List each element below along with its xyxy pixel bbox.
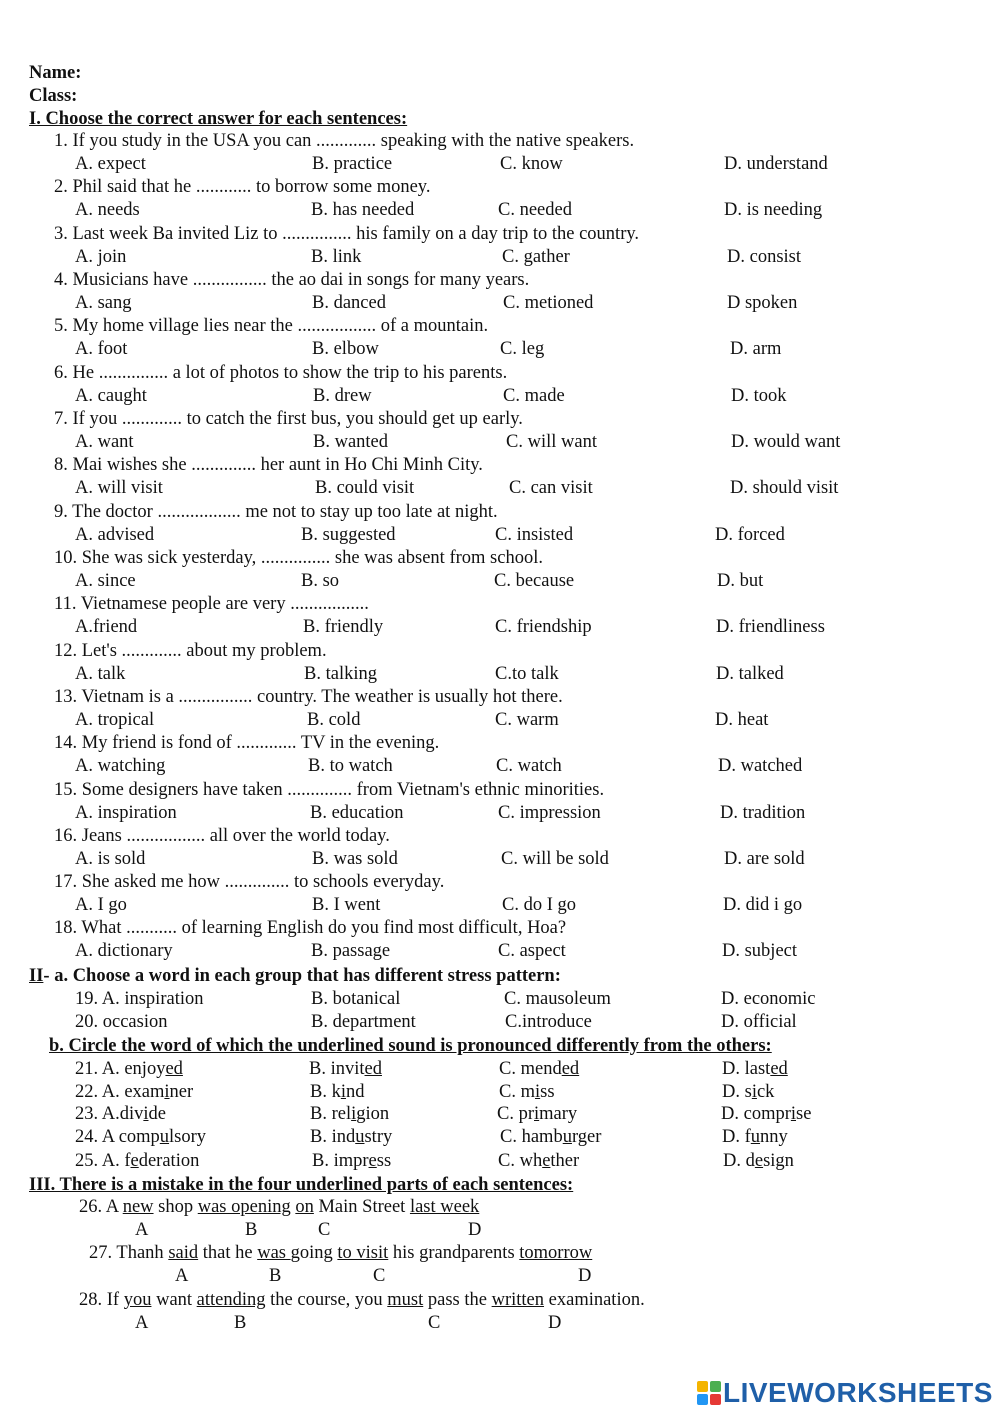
- underlined-sound: i: [534, 1082, 541, 1102]
- word-part: mary: [539, 1104, 578, 1124]
- underlined-sound: i: [340, 1082, 346, 1102]
- word-part: B. rel: [310, 1104, 352, 1124]
- word-part: 22. A. exam: [75, 1082, 165, 1102]
- word-part: nd: [345, 1082, 365, 1102]
- s27-letter-c: C: [373, 1266, 386, 1286]
- question-7-option-c[interactable]: C. will want: [506, 432, 597, 452]
- s27-text: going: [290, 1243, 338, 1263]
- word-part: 23. A.div: [75, 1104, 144, 1124]
- question-16: 16. Jeans ................. all over the world today.: [54, 826, 390, 846]
- item-24-option-b[interactable]: [310, 1126, 392, 1148]
- s27-text: that he: [198, 1243, 258, 1263]
- question-1-option-b[interactable]: B. practice: [312, 154, 393, 174]
- item-19-option-c[interactable]: C. mausoleum: [504, 989, 611, 1009]
- question-8-option-b[interactable]: B. could visit: [315, 478, 415, 498]
- s27-part-b[interactable]: was: [257, 1243, 291, 1263]
- underlined-sound: u: [562, 1127, 572, 1147]
- question-14-option-d[interactable]: D. watched: [718, 756, 803, 776]
- question-15-option-d[interactable]: D. tradition: [720, 803, 806, 823]
- question-7-option-a[interactable]: A. want: [75, 432, 134, 452]
- s28-part-a[interactable]: you: [123, 1290, 152, 1310]
- word-part: B. impr: [312, 1151, 369, 1171]
- section-2a-title: [29, 965, 561, 987]
- underlined-sound: i: [534, 1104, 540, 1124]
- question-16-option-b[interactable]: B. was sold: [312, 849, 398, 869]
- question-9: 9. The doctor .................. me not to stay up too late at night.: [54, 502, 498, 522]
- item-21-option-c[interactable]: [499, 1058, 579, 1080]
- s28-text: want: [151, 1290, 197, 1310]
- s26-part-c[interactable]: on: [295, 1197, 314, 1217]
- question-11-option-a[interactable]: A.friend: [75, 617, 138, 637]
- item-19-option-a[interactable]: 19. A. inspiration: [75, 989, 204, 1009]
- sentence-27: [89, 1242, 592, 1264]
- question-9-option-a[interactable]: A. advised: [75, 525, 155, 545]
- underlined-sound: e: [542, 1151, 551, 1171]
- word-part: se: [796, 1104, 812, 1124]
- s28-letter-a: A: [135, 1313, 149, 1333]
- word-part: rger: [571, 1127, 602, 1147]
- word-part: de: [148, 1104, 166, 1124]
- question-13-option-a[interactable]: A. tropical: [75, 710, 155, 730]
- underlined-sound: u: [355, 1127, 365, 1147]
- question-15-option-c[interactable]: C. impression: [498, 803, 601, 823]
- section-1-title: I. Choose the correct answer for each sentences:: [29, 109, 408, 129]
- s28-text: examination.: [544, 1290, 645, 1310]
- question-15: 15. Some designers have taken .............. from Vietnam's ethnic minorities.: [54, 780, 605, 800]
- question-11-option-c[interactable]: C. friendship: [495, 617, 592, 637]
- sentence-26: [79, 1196, 479, 1218]
- s28-text: the course, you: [265, 1290, 388, 1310]
- s28-part-d[interactable]: written: [491, 1290, 545, 1310]
- underlined-sound: i: [751, 1082, 757, 1102]
- question-8-option-d[interactable]: D. should visit: [730, 478, 839, 498]
- s26-part-b[interactable]: was opening: [197, 1197, 291, 1217]
- word-part: ck: [756, 1082, 775, 1102]
- question-15-option-a[interactable]: A. inspiration: [75, 803, 177, 823]
- question-7-option-b[interactable]: B. wanted: [313, 432, 389, 452]
- question-18: 18. What ........... of learning English do you find most difficult, Hoa?: [54, 918, 567, 938]
- question-13-option-b[interactable]: B. cold: [307, 710, 361, 730]
- section-2a-roman: II: [29, 966, 44, 986]
- question-10-option-c[interactable]: C. because: [494, 571, 575, 591]
- question-5-option-b[interactable]: B. elbow: [312, 339, 379, 359]
- item-25-option-c[interactable]: [498, 1150, 579, 1172]
- question-16-option-c[interactable]: C. will be sold: [501, 849, 609, 869]
- question-6-option-a[interactable]: A. caught: [75, 386, 147, 406]
- question-10: 10. She was sick yesterday, ............... she was absent from school.: [54, 548, 543, 568]
- word-part: stry: [364, 1127, 393, 1147]
- question-3-option-b[interactable]: B. link: [311, 247, 362, 267]
- name-label: Name:: [29, 63, 82, 83]
- question-2-option-a[interactable]: A. needs: [75, 200, 140, 220]
- underlined-sound: e: [130, 1151, 139, 1171]
- underlined-sound: u: [159, 1127, 170, 1147]
- question-6-option-c[interactable]: C. made: [503, 386, 565, 406]
- question-4-option-c[interactable]: C. metioned: [503, 293, 594, 313]
- word-part: ss: [376, 1151, 392, 1171]
- question-14: 14. My friend is fond of ............. TV in the evening.: [54, 733, 440, 753]
- question-1-option-c[interactable]: C. know: [500, 154, 563, 174]
- underlined-sound: u: [750, 1127, 761, 1147]
- s27-text: his grandparents: [388, 1243, 520, 1263]
- question-18-option-a[interactable]: A. dictionary: [75, 941, 173, 961]
- question-16-option-a[interactable]: A. is sold: [75, 849, 146, 869]
- word-part: 25. A. f: [75, 1151, 131, 1171]
- word-part: sign: [763, 1151, 794, 1171]
- s26-letter-d: D: [468, 1220, 482, 1240]
- word-part: C. pr: [497, 1104, 534, 1124]
- item-21-option-d[interactable]: [722, 1058, 788, 1080]
- item-22-option-c[interactable]: [499, 1081, 555, 1103]
- question-4-option-d[interactable]: D spoken: [727, 293, 798, 313]
- item-21-option-b[interactable]: [309, 1058, 382, 1080]
- s28-part-b[interactable]: attending: [196, 1290, 266, 1310]
- s26-letter-b: B: [245, 1220, 258, 1240]
- liveworksheets-logo-icon: [697, 1381, 721, 1405]
- question-13: 13. Vietnam is a ................ country. The weather is usually hot there.: [54, 687, 563, 707]
- item-20-option-a[interactable]: 20. occasion: [75, 1012, 168, 1032]
- word-part: lsory: [169, 1127, 207, 1147]
- question-15-option-b[interactable]: B. education: [310, 803, 404, 823]
- question-4-option-b[interactable]: B. danced: [312, 293, 386, 313]
- word-part: 21. A. enjoy: [75, 1059, 166, 1079]
- word-part: D. d: [723, 1151, 755, 1171]
- item-23-option-c[interactable]: [497, 1103, 577, 1125]
- word-part: 24. A comp: [75, 1127, 160, 1147]
- underlined-sound: e: [368, 1151, 377, 1171]
- s27-part-c[interactable]: to visit: [337, 1243, 389, 1263]
- question-7: 7. If you ............. to catch the first bus, you should get up early.: [54, 409, 523, 429]
- underlined-sound: i: [790, 1104, 797, 1124]
- word-part: D. s: [722, 1082, 752, 1102]
- s27-letter-b: B: [269, 1266, 282, 1286]
- s28-letter-d: D: [548, 1313, 562, 1333]
- question-9-option-b[interactable]: B. suggested: [301, 525, 396, 545]
- s28-part-c[interactable]: must: [387, 1290, 424, 1310]
- section-2b-title: b. Circle the word of which the underlined sound is pronounced differently from the others:: [49, 1036, 772, 1056]
- question-8-option-c[interactable]: C. can visit: [509, 478, 593, 498]
- question-2: 2. Phil said that he ............ to borrow some money.: [54, 177, 431, 197]
- item-24-option-d[interactable]: [722, 1126, 788, 1148]
- question-10-option-d[interactable]: D. but: [717, 571, 764, 591]
- word-part: B. k: [310, 1082, 341, 1102]
- question-12-option-d[interactable]: D. talked: [716, 664, 784, 684]
- sentence-28: [79, 1289, 645, 1311]
- question-8: 8. Mai wishes she .............. her aunt in Ho Chi Minh City.: [54, 455, 483, 475]
- item-25-option-a[interactable]: [75, 1150, 199, 1172]
- question-17-option-a[interactable]: A. I go: [75, 895, 127, 915]
- underlined-sound: i: [164, 1082, 170, 1102]
- item-23-option-b[interactable]: [310, 1103, 389, 1125]
- s28-letter-b: B: [234, 1313, 247, 1333]
- question-9-option-d[interactable]: D. forced: [715, 525, 785, 545]
- class-label: Class:: [29, 86, 78, 106]
- word-part: gion: [356, 1104, 390, 1124]
- question-3: 3. Last week Ba invited Liz to ............... his family on a day trip to the country.: [54, 224, 640, 244]
- underlined-sound: ed: [364, 1059, 382, 1079]
- question-1-option-a[interactable]: A. expect: [75, 154, 146, 174]
- question-16-option-d[interactable]: D. are sold: [724, 849, 805, 869]
- word-part: D. last: [722, 1059, 771, 1079]
- question-17-option-b[interactable]: B. I went: [312, 895, 381, 915]
- question-3-option-a[interactable]: A. join: [75, 247, 127, 267]
- question-18-option-d[interactable]: D. subject: [722, 941, 798, 961]
- question-11: 11. Vietnamese people are very .................: [54, 594, 369, 614]
- underlined-sound: ed: [561, 1059, 580, 1079]
- s28-text: pass the: [423, 1290, 492, 1310]
- question-7-option-d[interactable]: D. would want: [731, 432, 841, 452]
- item-19-option-d[interactable]: D. economic: [721, 989, 816, 1009]
- question-13-option-c[interactable]: C. warm: [495, 710, 559, 730]
- section-2a-text: - a. Choose a word in each group that has different stress pattern:: [43, 966, 561, 986]
- s27-part-d[interactable]: tomorrow: [519, 1243, 593, 1263]
- liveworksheets-logo: [697, 1378, 993, 1408]
- question-5-option-d[interactable]: D. arm: [730, 339, 782, 359]
- underlined-sound: i: [351, 1104, 357, 1124]
- question-5: 5. My home village lies near the ................. of a mountain.: [54, 316, 489, 336]
- word-part: B. invit: [309, 1059, 365, 1079]
- question-4: 4. Musicians have ................ the ao dai in songs for many years.: [54, 270, 530, 290]
- underlined-sound: i: [143, 1104, 149, 1124]
- item-21-option-a[interactable]: [75, 1058, 183, 1080]
- word-part: nny: [760, 1127, 788, 1147]
- s26-part-a[interactable]: new: [122, 1197, 154, 1217]
- underlined-sound: e: [754, 1151, 764, 1171]
- section-3-title: III. There is a mistake in the four underlined parts of each sentences:: [29, 1175, 574, 1195]
- s28-text: 28. If: [79, 1290, 124, 1310]
- word-part: D. f: [722, 1127, 751, 1147]
- liveworksheets-logo-text: LIVEWORKSHEETS: [723, 1377, 993, 1408]
- question-12-option-b[interactable]: B. talking: [304, 664, 377, 684]
- item-23-option-d[interactable]: [721, 1103, 811, 1125]
- item-23-option-a[interactable]: [75, 1103, 166, 1125]
- question-11-option-d[interactable]: D. friendliness: [716, 617, 825, 637]
- item-25-option-d[interactable]: [723, 1150, 794, 1172]
- s26-part-d[interactable]: last week: [409, 1197, 480, 1217]
- question-2-option-b[interactable]: B. has needed: [311, 200, 415, 220]
- question-12-option-a[interactable]: A. talk: [75, 664, 126, 684]
- question-6-option-b[interactable]: B. drew: [313, 386, 372, 406]
- question-2-option-d[interactable]: D. is needing: [724, 200, 823, 220]
- word-part: C. m: [499, 1082, 535, 1102]
- question-12-option-c[interactable]: C.to talk: [495, 664, 559, 684]
- s26-text: 26. A: [79, 1197, 123, 1217]
- word-part: ss: [540, 1082, 555, 1102]
- question-5-option-a[interactable]: A. foot: [75, 339, 128, 359]
- s26-text: Main Street: [313, 1197, 410, 1217]
- s26-letter-c: C: [318, 1220, 331, 1240]
- question-1: 1. If you study in the USA you can ............. speaking with the native speakers.: [54, 131, 635, 151]
- question-17: 17. She asked me how .............. to schools everyday.: [54, 872, 445, 892]
- question-1-option-d[interactable]: D. understand: [724, 154, 828, 174]
- underlined-sound: ed: [770, 1059, 788, 1079]
- item-19-option-b[interactable]: B. botanical: [311, 989, 401, 1009]
- word-part: C. hamb: [500, 1127, 563, 1147]
- s28-letter-c: C: [428, 1313, 441, 1333]
- question-6-option-d[interactable]: D. took: [731, 386, 787, 406]
- question-3-option-c[interactable]: C. gather: [502, 247, 570, 267]
- s27-letter-d: D: [578, 1266, 592, 1286]
- question-12: 12. Let's ............. about my problem.: [54, 641, 327, 661]
- s26-text: shop: [153, 1197, 198, 1217]
- s27-letter-a: A: [175, 1266, 189, 1286]
- word-part: B. ind: [310, 1127, 356, 1147]
- question-2-option-c[interactable]: C. needed: [498, 200, 572, 220]
- question-3-option-d[interactable]: D. consist: [727, 247, 801, 267]
- item-22-option-d[interactable]: [722, 1081, 774, 1103]
- item-20-option-d[interactable]: D. official: [721, 1012, 797, 1032]
- item-25-option-b[interactable]: [312, 1150, 391, 1172]
- question-5-option-c[interactable]: C. leg: [500, 339, 545, 359]
- question-14-option-a[interactable]: A. watching: [75, 756, 166, 776]
- item-22-option-b[interactable]: [310, 1081, 364, 1103]
- question-4-option-a[interactable]: A. sang: [75, 293, 132, 313]
- item-24-option-a[interactable]: [75, 1126, 206, 1148]
- word-part: ther: [550, 1151, 580, 1171]
- question-18-option-c[interactable]: C. aspect: [498, 941, 566, 961]
- question-11-option-b[interactable]: B. friendly: [303, 617, 384, 637]
- question-8-option-a[interactable]: A. will visit: [75, 478, 163, 498]
- s26-letter-a: A: [135, 1220, 149, 1240]
- item-20-option-c[interactable]: C.introduce: [505, 1012, 592, 1032]
- question-6: 6. He ............... a lot of photos to show the trip to his parents.: [54, 363, 508, 383]
- question-17-option-c[interactable]: C. do I go: [502, 895, 576, 915]
- s27-part-a[interactable]: said: [168, 1243, 199, 1263]
- question-10-option-b[interactable]: B. so: [301, 571, 340, 591]
- question-18-option-b[interactable]: B. passage: [311, 941, 391, 961]
- question-9-option-c[interactable]: C. insisted: [495, 525, 574, 545]
- question-14-option-c[interactable]: C. watch: [496, 756, 562, 776]
- question-10-option-a[interactable]: A. since: [75, 571, 136, 591]
- question-14-option-b[interactable]: B. to watch: [308, 756, 393, 776]
- item-20-option-b[interactable]: B. department: [311, 1012, 416, 1032]
- question-17-option-d[interactable]: D. did i go: [723, 895, 803, 915]
- word-part: C. wh: [498, 1151, 543, 1171]
- question-13-option-d[interactable]: D. heat: [715, 710, 769, 730]
- item-24-option-c[interactable]: [500, 1126, 601, 1148]
- word-part: deration: [138, 1151, 200, 1171]
- item-22-option-a[interactable]: [75, 1081, 193, 1103]
- word-part: C. mend: [499, 1059, 562, 1079]
- s27-text: 27. Thanh: [89, 1243, 169, 1263]
- word-part: ner: [169, 1082, 194, 1102]
- word-part: D. compr: [721, 1104, 791, 1124]
- underlined-sound: ed: [165, 1059, 183, 1079]
